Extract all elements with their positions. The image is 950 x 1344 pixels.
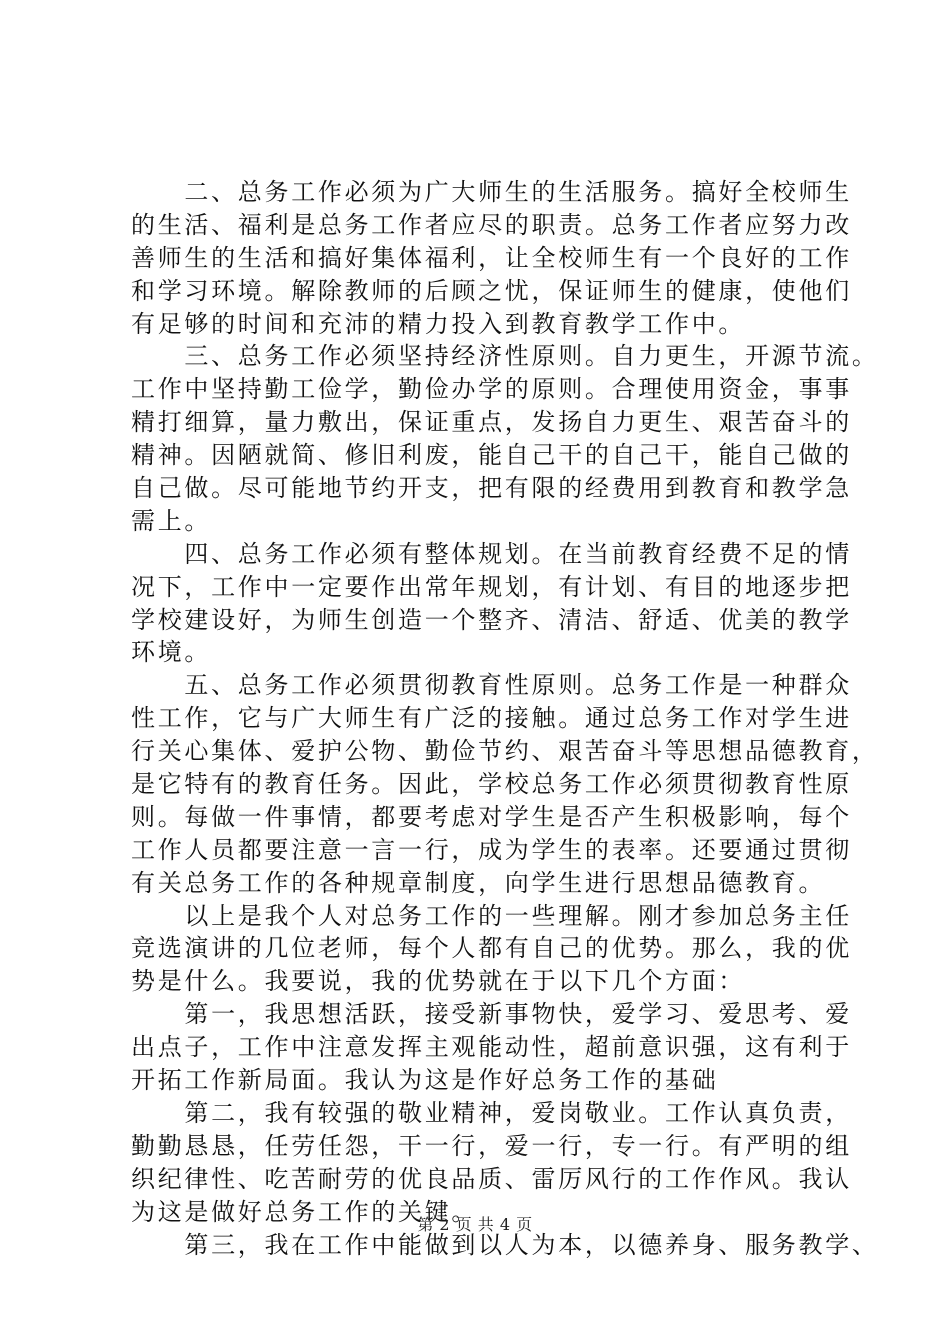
text-line: 需上。 <box>131 506 212 535</box>
text-line: 有足够的时间和充沛的精力投入到教育教学工作中。 <box>131 309 746 338</box>
text-line: 善师生的生活和搞好集体福利，让全校师生有一个良好的工作 <box>131 243 852 272</box>
text-line: 出点子，工作中注意发挥主观能动性，超前意识强，这有利于 <box>131 1033 852 1062</box>
text-line: 五、总务工作必须贯彻教育性原则。总务工作是一种群众 <box>131 671 852 700</box>
text-line: 的生活、福利是总务工作者应尽的职责。总务工作者应努力改 <box>131 210 852 239</box>
text-line: 为这是做好总务工作的关键。 <box>131 1197 479 1226</box>
page-number-footer: 第 2 页 共 4 页 <box>417 1215 533 1234</box>
text-line: 势是什么。我要说，我的优势就在于以下几个方面： <box>131 967 746 996</box>
text-line: 是它特有的教育任务。因此，学校总务工作必须贯彻教育性原 <box>131 770 852 799</box>
text-line: 第一，我思想活跃，接受新事物快，爱学习、爱思考、爱 <box>131 1000 852 1029</box>
text-line: 竞选演讲的几位老师，每个人都有自己的优势。那么，我的优 <box>131 934 852 963</box>
text-line: 工作中坚持勤工俭学，勤俭办学的原则。合理使用资金，事事 <box>131 375 852 404</box>
text-line: 精打细算，量力敷出，保证重点，发扬自力更生、艰苦奋斗的 <box>131 408 852 437</box>
text-line: 勤勤恳恳，任劳任怨，干一行，爱一行，专一行。有严明的组 <box>131 1131 852 1160</box>
text-line: 学校建设好，为师生创造一个整齐、清洁、舒适、优美的教学 <box>131 605 852 634</box>
text-line: 则。每做一件事情，都要考虑对学生是否产生积极影响，每个 <box>131 802 852 831</box>
text-line: 第二，我有较强的敬业精神，爱岗敬业。工作认真负责， <box>131 1098 852 1127</box>
text-line: 开拓工作新局面。我认为这是作好总务工作的基础 <box>131 1066 719 1095</box>
text-line: 况下，工作中一定要作出常年规划，有计划、有目的地逐步把 <box>131 572 852 601</box>
text-line: 和学习环境。解除教师的后顾之忧，保证师生的健康，使他们 <box>131 276 852 305</box>
text-line: 二、总务工作必须为广大师生的生活服务。搞好全校师生 <box>131 178 852 206</box>
text-line: 精神。因陋就简、修旧利废，能自己干的自己干，能自己做的 <box>131 441 852 470</box>
text-line: 三、总务工作必须坚持经济性原则。自力更生，开源节流。 <box>131 342 879 371</box>
text-line: 织纪律性、吃苦耐劳的优良品质、雷厉风行的工作作风。我认 <box>131 1164 852 1193</box>
text-line: 四、总务工作必须有整体规划。在当前教育经费不足的情 <box>131 539 852 568</box>
text-line: 自己做。尽可能地节约开支，把有限的经费用到教育和教学急 <box>131 474 852 503</box>
body-text <box>131 176 879 1261</box>
text-line: 以上是我个人对总务工作的一些理解。刚才参加总务主任 <box>131 901 852 930</box>
text-line: 工作人员都要注意一言一行，成为学生的表率。还要通过贯彻 <box>131 835 852 864</box>
text-line: 性工作，它与广大师生有广泛的接触。通过总务工作对学生进 <box>131 704 852 733</box>
text-line: 行关心集体、爱护公物、勤俭节约、艰苦奋斗等思想品德教育， <box>131 737 879 766</box>
text-line: 有关总务工作的各种规章制度，向学生进行思想品德教育。 <box>131 868 826 897</box>
text-line: 第三，我在工作中能做到以人为本，以德养身、服务教学、 <box>131 1230 879 1259</box>
text-line: 环境。 <box>131 638 212 667</box>
